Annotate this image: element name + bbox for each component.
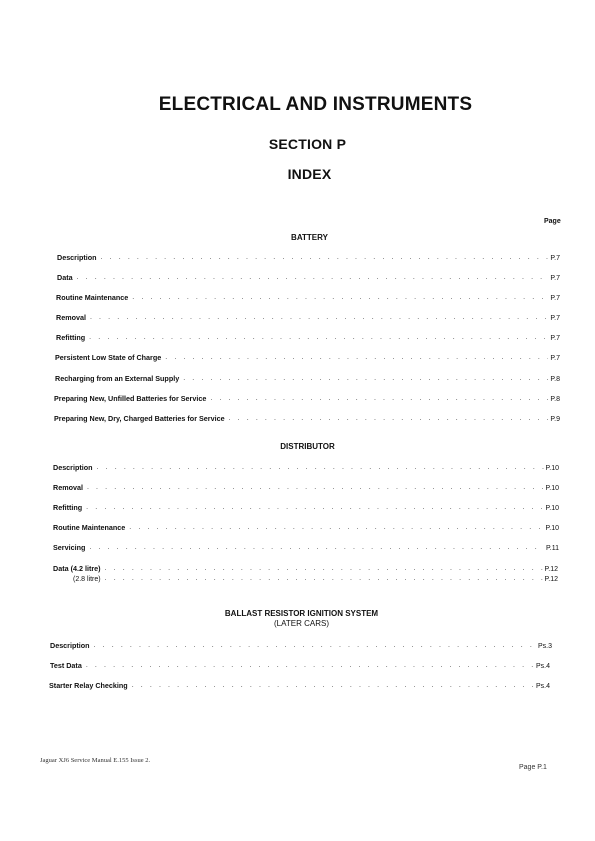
- entry-page: P.7: [550, 335, 560, 342]
- entry-label: Preparing New, Unfilled Batteries for Service: [54, 394, 207, 403]
- index-entry: [54, 391, 560, 403]
- index-entry: [49, 678, 550, 690]
- entry-label: Recharging from an External Supply: [55, 374, 180, 383]
- index-entry: [53, 540, 559, 552]
- dot-leader: [165, 354, 548, 362]
- index-entry: [55, 350, 560, 362]
- footer-page-number: Page P.1: [519, 764, 547, 771]
- index-entry: [56, 290, 560, 302]
- entry-label: Data: [57, 273, 73, 282]
- dot-leader: [132, 682, 534, 690]
- entry-page: P.10: [545, 505, 559, 512]
- dot-leader: [89, 334, 548, 342]
- dot-leader: [129, 524, 543, 532]
- dot-leader: [90, 314, 548, 322]
- index-entry: [73, 571, 558, 583]
- section-title: SECTION P: [268, 136, 347, 152]
- dot-leader: [87, 484, 544, 492]
- entry-label: Refitting: [53, 503, 83, 512]
- index-entry: [56, 310, 560, 322]
- dot-leader: [229, 415, 549, 423]
- index-entry: [57, 270, 560, 282]
- ballast-heading: BALLAST RESISTOR IGNITION SYSTEM: [224, 609, 379, 618]
- entry-page: P.7: [550, 275, 560, 282]
- entry-label: Refitting: [56, 333, 86, 342]
- index-entry: [50, 658, 550, 670]
- index-entry: [53, 520, 559, 532]
- index-entry: [53, 480, 559, 492]
- index-entry: [54, 411, 560, 423]
- entry-label: Routine Maintenance: [56, 293, 129, 302]
- ballast-subheading: (LATER CARS): [274, 619, 329, 628]
- entry-page: P.12: [544, 576, 558, 583]
- entry-page: P.8: [550, 396, 560, 403]
- index-entry: [53, 460, 559, 472]
- page-title: ELECTRICAL AND INSTRUMENTS: [158, 94, 473, 115]
- index-entry: [55, 371, 560, 383]
- entry-label: Preparing New, Dry, Charged Batteries for Service: [54, 414, 225, 423]
- entry-page: P.7: [550, 255, 560, 262]
- entry-page: Ps.4: [535, 663, 550, 670]
- entry-label: Routine Maintenance: [53, 523, 126, 532]
- entry-label: Data (4.2 litre): [53, 564, 101, 573]
- dot-leader: [210, 395, 548, 403]
- dot-leader: [183, 375, 548, 383]
- dot-leader: [77, 274, 549, 282]
- dot-leader: [89, 544, 544, 552]
- entry-label: Servicing: [53, 543, 86, 552]
- dot-leader: [86, 662, 534, 670]
- dot-leader: [132, 294, 548, 302]
- entry-page: P.10: [545, 525, 559, 532]
- entry-page: P.10: [545, 465, 559, 472]
- entry-page: P.7: [550, 315, 560, 322]
- dot-leader: [97, 464, 544, 472]
- entry-page: P.9: [550, 416, 560, 423]
- dot-leader: [105, 575, 543, 583]
- entry-label: Persistent Low State of Charge: [55, 353, 162, 362]
- index-entry: [50, 638, 552, 650]
- entry-label: Starter Relay Checking: [49, 681, 128, 690]
- page-column-label: Page: [544, 218, 561, 225]
- entry-page: Ps.4: [535, 683, 550, 690]
- entry-label: Removal: [53, 483, 83, 492]
- dot-leader: [86, 504, 543, 512]
- entry-label: Description: [50, 641, 90, 650]
- entry-label: Test Data: [50, 661, 82, 670]
- entry-page: P.11: [546, 545, 559, 552]
- entry-page: Ps.3: [537, 643, 552, 650]
- entry-label: (2.8 litre): [73, 576, 101, 583]
- entry-page: P.7: [550, 355, 560, 362]
- entry-label: Description: [53, 463, 93, 472]
- entry-page: P.12: [544, 566, 558, 573]
- index-title: INDEX: [287, 166, 332, 182]
- index-entry: [56, 330, 560, 342]
- entry-page: P.7: [550, 295, 560, 302]
- entry-page: P.8: [550, 376, 560, 383]
- entry-label: Removal: [56, 313, 86, 322]
- dot-leader: [101, 254, 549, 262]
- battery-heading: BATTERY: [291, 233, 328, 242]
- index-entry: [53, 500, 559, 512]
- footer-manual-reference: Jaguar XJ6 Service Manual E.155 Issue 2.: [40, 757, 151, 764]
- index-entry: [57, 250, 560, 262]
- dot-leader: [94, 642, 536, 650]
- distributor-heading: DISTRIBUTOR: [280, 442, 335, 451]
- entry-page: P.10: [545, 485, 559, 492]
- entry-label: Description: [57, 253, 97, 262]
